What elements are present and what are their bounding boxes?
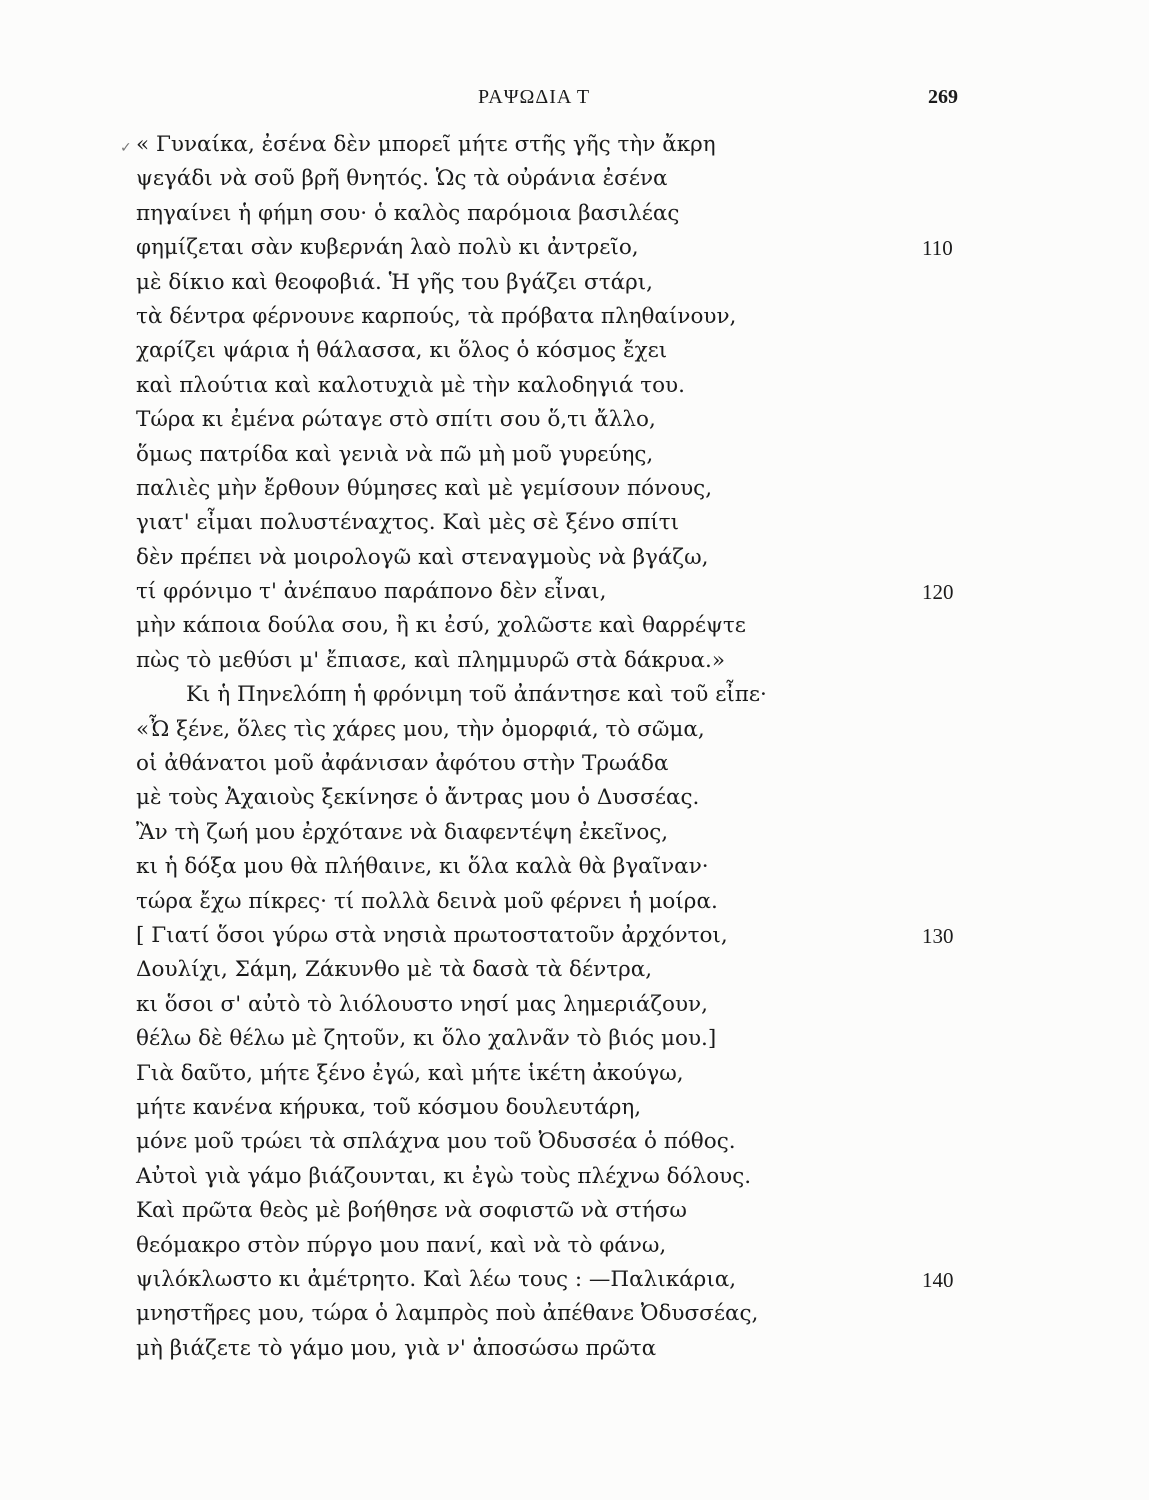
verse-line [136,678,976,712]
verse-line [136,713,976,747]
verse-text: μόνε μοῦ τρώει τὰ σπλάχνα μου τοῦ Ὀδυσσέα ὁ πόθος. [136,1129,736,1155]
verse-line [136,472,976,506]
verse-text: τί φρόνιμο τ' ἀνέπαυο παράπονο δὲν εἶναι, [136,579,607,605]
verse-line [136,816,976,850]
verse-line [136,506,976,540]
verse-line [136,1091,976,1125]
verse-text: μὲ τοὺς Ἀχαιοὺς ξεκίνησε ὁ ἄντρας μου ὁ Δυσσέας. [136,785,700,811]
verse-text: τώρα ἔχω πίκρες· τί πολλὰ δεινὰ μοῦ φέρνει ἡ μοίρα. [136,888,718,914]
verse-line [136,1022,976,1056]
verse-line [136,231,976,265]
line-number: 140 [922,1267,954,1292]
verse-line [136,919,976,953]
running-head [0,86,1149,116]
verse-line [136,369,976,403]
verse-line [136,128,976,162]
chapter-title: ΡΑΨΩΔΙΑ Τ [478,86,591,108]
verse-text: Γιὰ δαῦτο, μήτε ξένο ἐγώ, καὶ μήτε ἱκέτη ἀκούγω, [136,1060,684,1086]
verse-line [136,850,976,884]
verse-text: ψεγάδι νὰ σοῦ βρῆ θνητός. Ὡς τὰ οὐράνια ἐσένα [136,166,668,192]
verse-line [136,988,976,1022]
verse-line [136,1057,976,1091]
margin-check-mark: ✓ [120,140,132,156]
verse-text: χαρίζει ψάρια ἡ θάλασσα, κι ὅλος ὁ κόσμος ἔχει [136,338,668,364]
verse-line [136,162,976,196]
verse-text: ψιλόκλωστο κι ἀμέτρητο. Καὶ λέω τους : —Παλικάρια, [136,1266,737,1292]
verse-text: μὴ βιάζετε τὸ γάμο μου, γιὰ ν' ἀποσώσω πρῶτα [136,1335,657,1361]
verse-text: Αὐτοὶ γιὰ γάμο βιάζουνται, κι ἐγὼ τοὺς πλέχνω δόλους. [136,1163,752,1189]
line-number: 120 [922,580,954,605]
verse-text: οἱ ἀθάνατοι μοῦ ἀφάνισαν ἀφότου στὴν Τρωάδα [136,751,669,777]
verse-text: μὴν κάποια δούλα σου, ἢ κι ἐσύ, χολῶστε καὶ θαρρέψτε [136,613,746,639]
verse-text: μὲ δίκιο καὶ θεοφοβιά. Ἡ γῆς του βγάζει στάρι, [136,269,654,295]
verse-text: «Ὦ ξένε, ὅλες τὶς χάρες μου, τὴν ὀμορφιά, τὸ σῶμα, [136,716,705,742]
verse-text: ὅμως πατρίδα καὶ γενιὰ νὰ πῶ μὴ μοῦ γυρεύης, [136,441,654,467]
verse-text: γιατ' εἶμαι πολυστέναχτος. Καὶ μὲς σὲ ξένο σπίτι [136,510,680,536]
verse-text: Δουλίχι, Σάμη, Ζάκυνθο μὲ τὰ δασὰ τὰ δέντρα, [136,957,653,983]
verse-line [136,1332,976,1366]
verse-line [136,334,976,368]
verse-text: Κι ἡ Πηνελόπη ἡ φρόνιμη τοῦ ἀπάντησε καὶ τοῦ εἶπε· [186,682,767,708]
verse-text: Καὶ πρῶτα θεὸς μὲ βοήθησε νὰ σοφιστῶ νὰ στήσω [136,1198,687,1224]
verse-line [136,1297,976,1331]
verse-line [136,300,976,334]
verse-block [136,128,976,1366]
verse-line [136,1160,976,1194]
verse-line [136,1125,976,1159]
verse-line [136,609,976,643]
verse-line [136,266,976,300]
verse-line [136,1263,976,1297]
verse-text: Ἂν τὴ ζωή μου ἐρχότανε νὰ διαφεντέψη ἐκεῖνος, [136,819,669,845]
verse-line [136,1194,976,1228]
verse-text: μήτε κανένα κήρυκα, τοῦ κόσμου δουλευτάρη, [136,1094,642,1120]
verse-text: καὶ πλούτια καὶ καλοτυχιὰ μὲ τὴν καλοδηγιά του. [136,372,685,398]
verse-text: [ Γιατί ὅσοι γύρω στὰ νησιὰ πρωτοστατοῦν ἀρχόντοι, [136,922,728,948]
verse-text: μνηστῆρες μου, τώρα ὁ λαμπρὸς ποὺ ἀπέθανε Ὀδυσσέας, [136,1301,759,1327]
verse-line [136,438,976,472]
verse-text: πηγαίνει ἡ φήμη σου· ὁ καλὸς παρόμοια βασιλέας [136,200,680,226]
verse-line [136,197,976,231]
verse-text: κι ὅσοι σ' αὐτὸ τὸ λιόλουστο νησί μας λημεριάζουν, [136,991,708,1017]
verse-line [136,644,976,678]
verse-text: πὼς τὸ μεθύσι μ' ἔπιασε, καὶ πλημμυρῶ στὰ δάκρυα.» [136,647,726,673]
verse-text: τὰ δέντρα φέρνουνε καρπούς, τὰ πρόβατα πληθαίνουν, [136,303,737,329]
verse-line [136,575,976,609]
verse-text: κι ἡ δόξα μου θὰ πλήθαινε, κι ὅλα καλὰ θὰ βγαῖναν· [136,854,709,880]
verse-text: δὲν πρέπει νὰ μοιρολογῶ καὶ στεναγμοὺς νὰ βγάζω, [136,544,709,570]
verse-text: θεόμακρο στὸν πύργο μου πανί, καὶ νὰ τὸ φάνω, [136,1232,667,1258]
verse-line [136,781,976,815]
verse-text: θέλω δὲ θέλω μὲ ζητοῦν, κι ὅλο χαλνᾶν τὸ βιός μου.] [136,1026,717,1052]
verse-line [136,953,976,987]
verse-line [136,747,976,781]
verse-line [136,1229,976,1263]
verse-text: παλιὲς μὴν ἔρθουν θύμησες καὶ μὲ γεμίσουν πόνους, [136,475,713,501]
verse-line [136,541,976,575]
verse-text: φημίζεται σὰν κυβερνάη λαὸ πολὺ κι ἀντρεῖο, [136,235,639,261]
verse-line [136,403,976,437]
page-number: 269 [928,86,958,108]
verse-text: « Γυναίκα, ἐσένα δὲν μπορεῖ μήτε στῆς γῆς τὴν ἄκρη [136,132,716,157]
line-number: 130 [922,923,954,948]
line-number: 110 [922,236,953,261]
verse-text: Τώρα κι ἐμένα ρώταγε στὸ σπίτι σου ὅ,τι ἄλλο, [136,407,656,433]
verse-line [136,885,976,919]
